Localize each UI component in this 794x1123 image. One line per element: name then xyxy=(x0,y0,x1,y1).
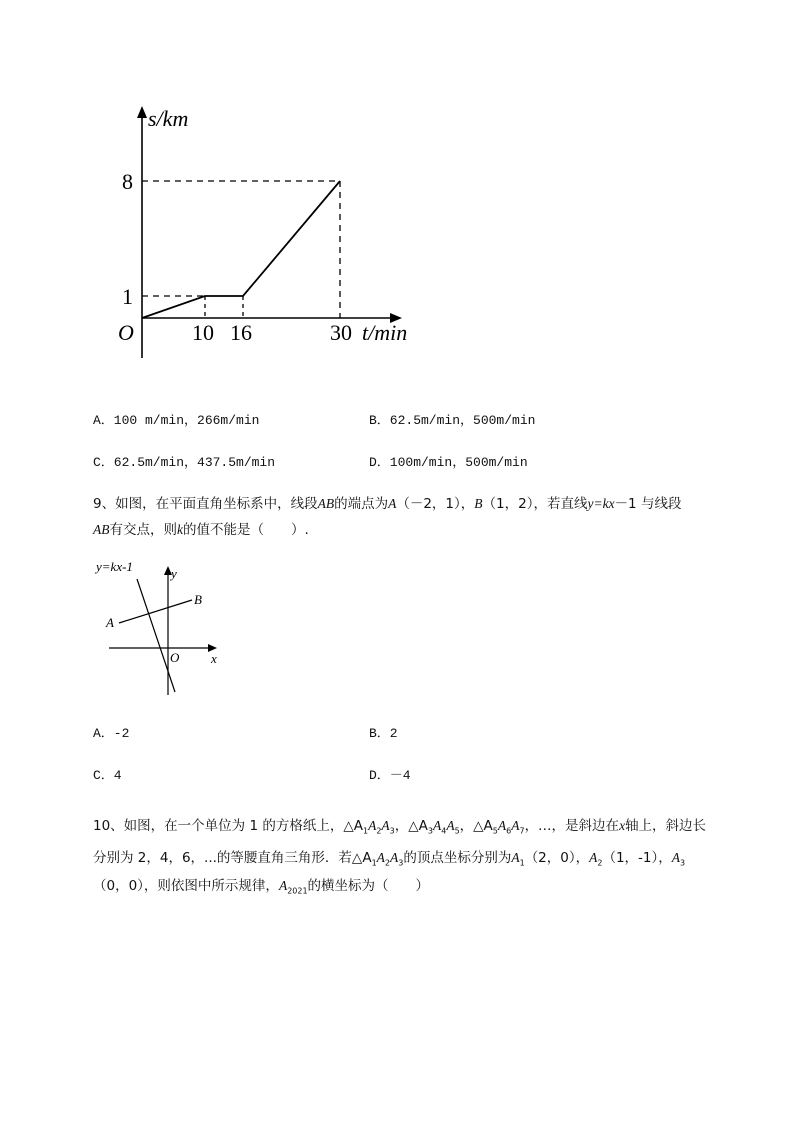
q9-option-a[interactable]: A．-2 xyxy=(93,726,130,741)
y-tick-1: 1 xyxy=(122,284,133,309)
q10-line-3: （0，0），则依图中所示规律，$A_{2021}$的横坐标为（ ） xyxy=(93,878,430,896)
line-y-kx-1 xyxy=(137,579,175,692)
q9-option-d[interactable]: D．－4 xyxy=(369,768,411,783)
x-tick-30: 30 xyxy=(330,320,352,345)
y-label: y xyxy=(171,566,177,581)
x-tick-10: 10 xyxy=(192,320,214,345)
origin-label: O xyxy=(118,320,134,345)
point-b-label: B xyxy=(194,592,202,607)
q10-line-2: 分别为 2，4，6，...的等腰直角三角形．若$\triangle A_1A_2A_3$的顶点坐标分别为$A_1(2$，0），$A_2(1$，-1），$A_3$ xyxy=(93,850,686,868)
q9-option-c[interactable]: C．4 xyxy=(93,768,122,783)
y-tick-8: 8 xyxy=(122,169,133,194)
q10-line-1: 10、如图，在一个单位为 1 的方格纸上，$\triangle A_1A_2A_3$，$\triangle A_3A_4A_5$，$\triangle A_5A_6A_7$，…，是斜边在x轴上，斜边长 xyxy=(93,818,707,836)
q8-option-b[interactable]: B．62.5m/min，500m/min xyxy=(369,413,536,428)
segment-ab xyxy=(119,600,192,623)
q9-line-1: 9、如图，在平面直角坐标系中，线段AB的端点为A（－2，1），B（1，2），若直线y=kx－1 与线段 xyxy=(93,496,682,512)
q8-option-a[interactable]: A．100 m/min，266m/min xyxy=(93,413,260,428)
y-axis-label: s/km xyxy=(148,106,189,131)
origin-label: O xyxy=(170,650,180,665)
line-label: y=kx-1 xyxy=(96,559,133,574)
x-axis-label: t/min xyxy=(362,320,408,345)
q8-option-d[interactable]: D．100m/min，500m/min xyxy=(369,455,528,470)
q9-option-b[interactable]: B．2 xyxy=(369,726,398,741)
distance-line xyxy=(142,181,340,318)
x-label: x xyxy=(211,651,217,666)
y-axis-arrow xyxy=(137,106,147,118)
x-tick-16: 16 xyxy=(230,320,252,345)
q8-option-c[interactable]: C．62.5m/min，437.5m/min xyxy=(93,455,276,470)
coordinate-graph xyxy=(93,555,233,700)
q9-line-2: AB有交点，则k的值不能是（ ）. xyxy=(93,522,309,538)
point-a-label: A xyxy=(106,615,114,630)
distance-time-graph xyxy=(100,100,430,365)
